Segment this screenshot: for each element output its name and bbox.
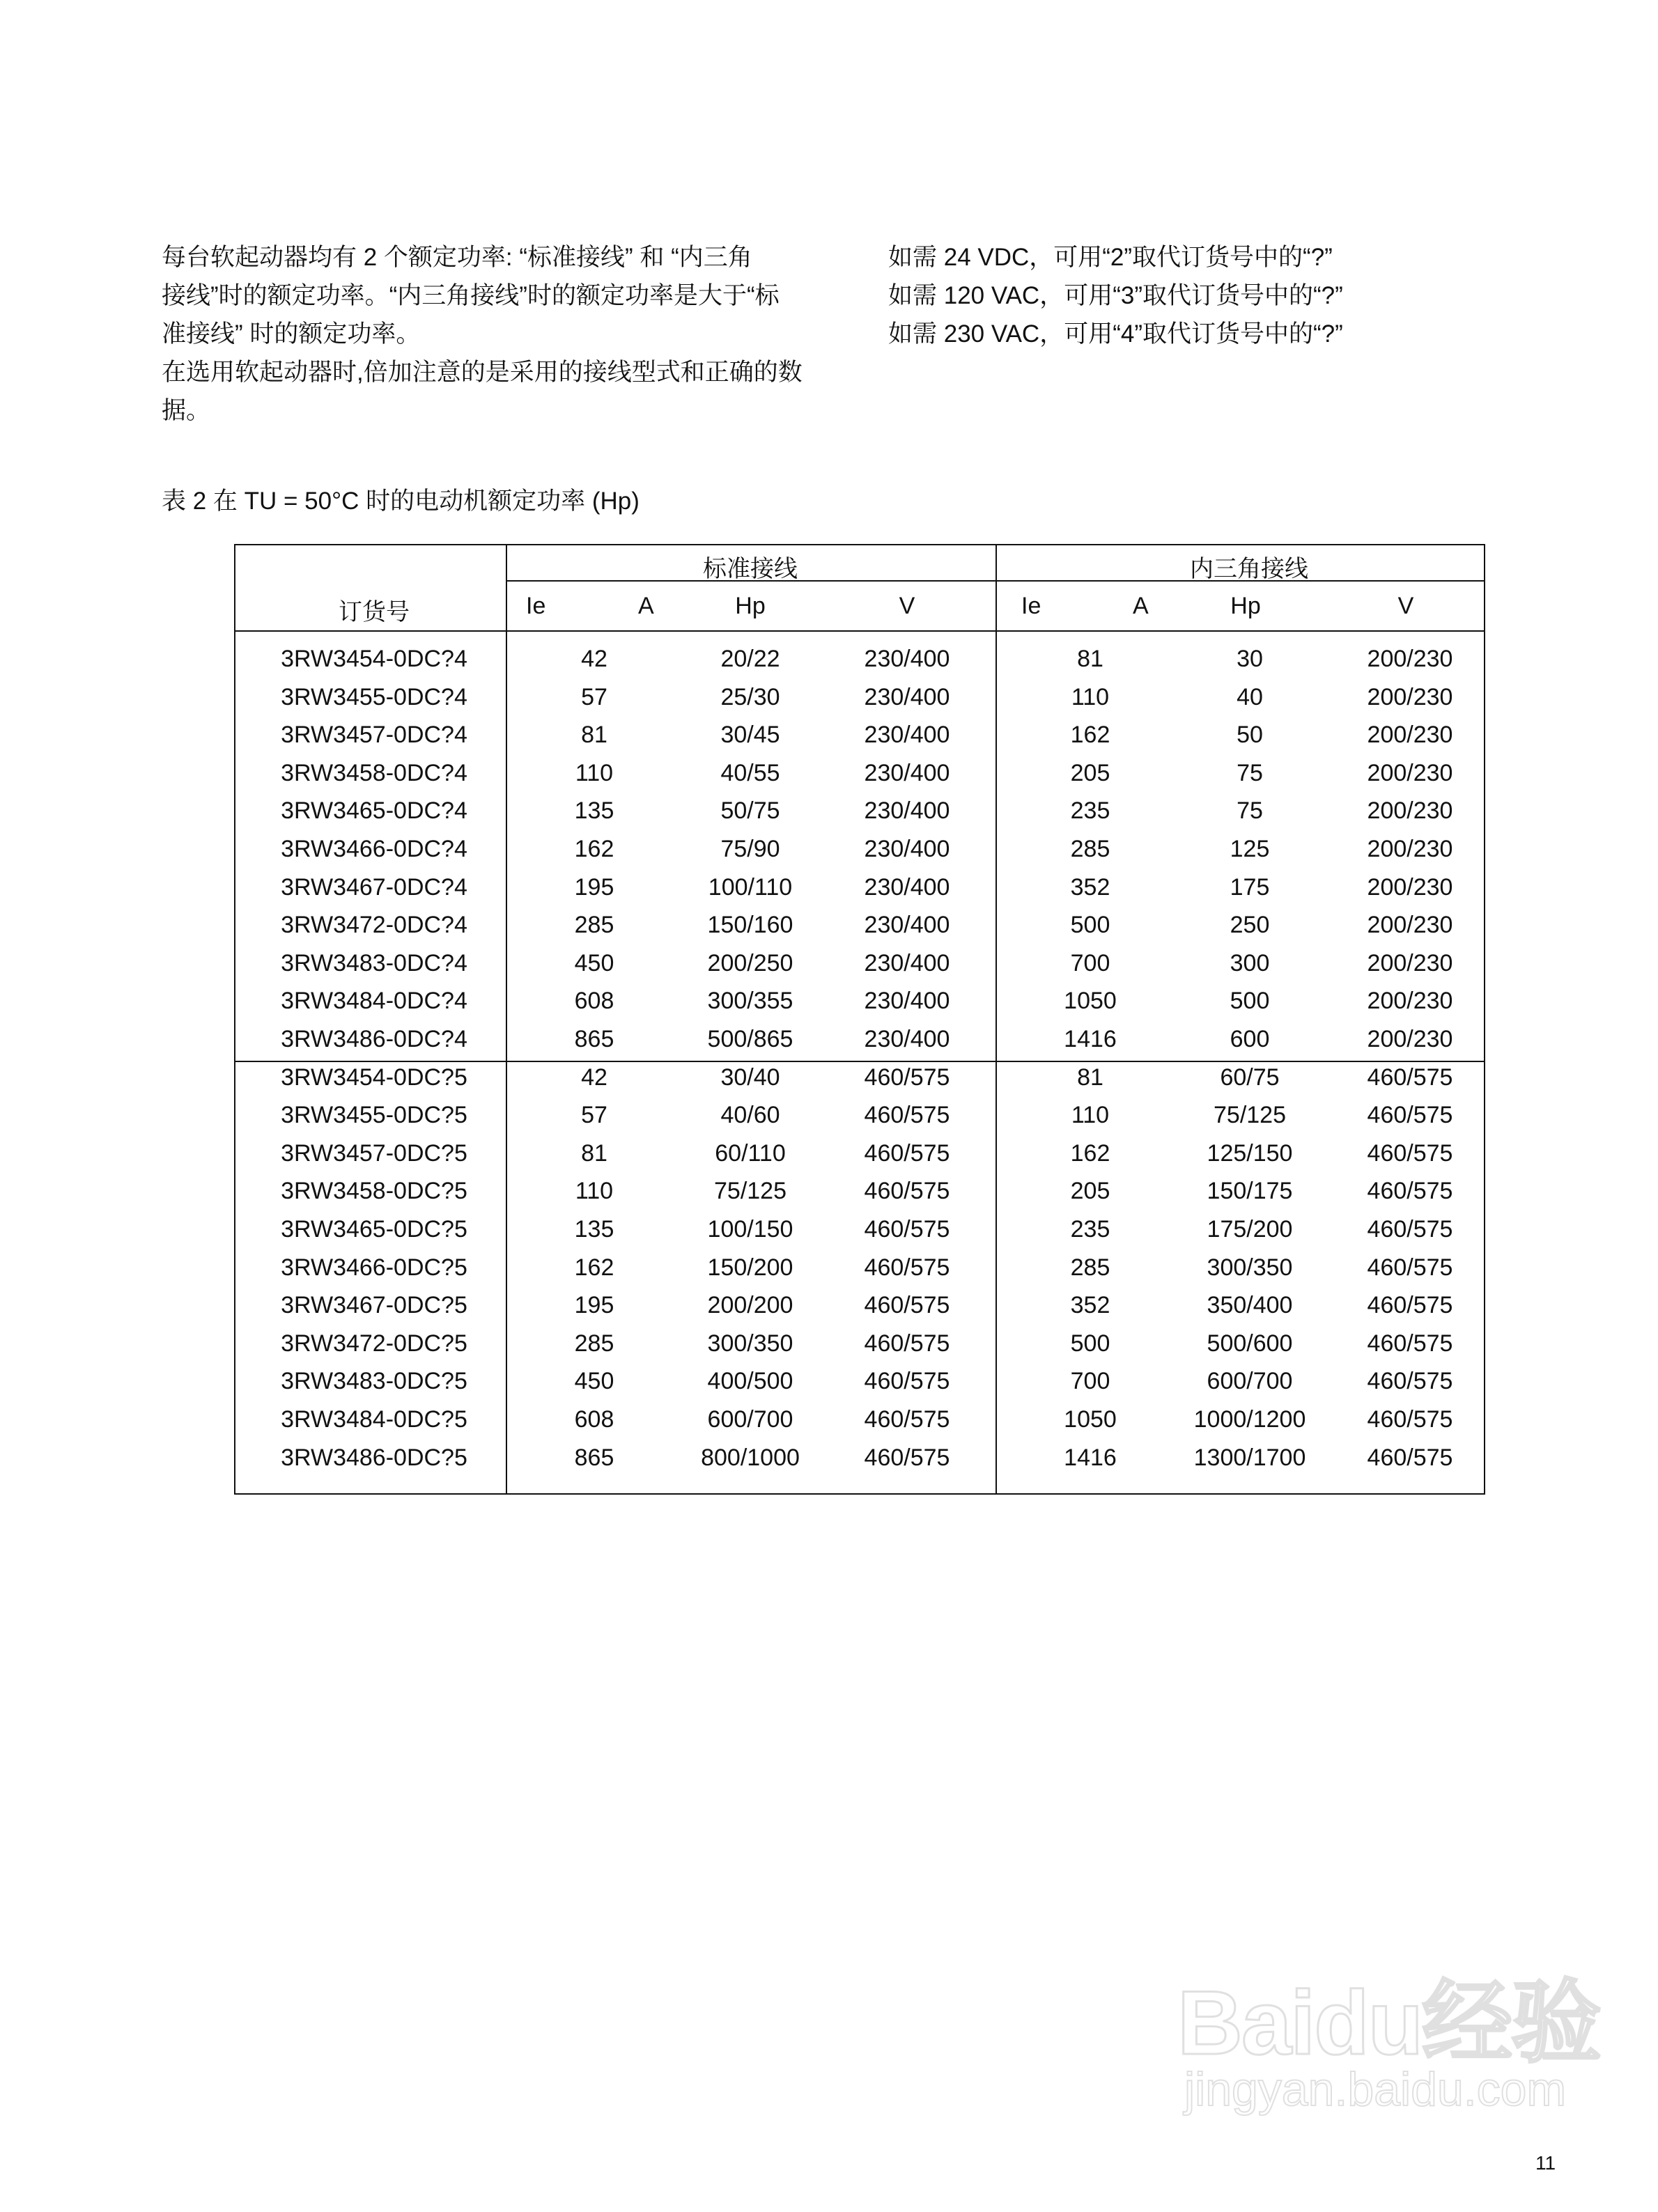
delta-v-cell: 200/230 bbox=[1367, 949, 1453, 976]
standard-hp-cell: 30/45 bbox=[720, 722, 780, 749]
standard-ie-cell: 865 bbox=[574, 1444, 614, 1471]
delta-v-cell: 460/575 bbox=[1367, 1254, 1453, 1281]
delta-v-cell: 460/575 bbox=[1367, 1368, 1453, 1395]
table-row bbox=[235, 1439, 1484, 1477]
delta-ie-cell: 81 bbox=[1077, 1064, 1103, 1091]
delta-v-cell: 200/230 bbox=[1367, 873, 1453, 901]
table-row bbox=[235, 1362, 1484, 1401]
delta-v-cell: 460/575 bbox=[1367, 1102, 1453, 1129]
delta-ie-cell: 352 bbox=[1070, 873, 1110, 901]
standard-hp-cell: 40/55 bbox=[720, 759, 780, 786]
delta-v-cell: 200/230 bbox=[1367, 646, 1453, 672]
table-row bbox=[235, 1096, 1484, 1135]
text-line: 如需 230 VAC，可用“4”取代订货号中的“?” bbox=[888, 320, 1343, 348]
standard-v-cell: 460/575 bbox=[864, 1292, 950, 1319]
delta-ie-cell: 1050 bbox=[1064, 1406, 1117, 1433]
standard-v-cell: 460/575 bbox=[864, 1216, 950, 1243]
delta-hp-cell: 50 bbox=[1237, 722, 1263, 749]
order-number-cell: 3RW3457-0DC?4 bbox=[281, 722, 467, 749]
standard-v-cell: 460/575 bbox=[864, 1254, 950, 1281]
standard-hp-cell: 30/40 bbox=[720, 1064, 780, 1091]
ie-header: Ie bbox=[1021, 593, 1041, 619]
table-row bbox=[235, 982, 1484, 1020]
standard-v-cell: 460/575 bbox=[864, 1444, 950, 1471]
text-line: 每台软起动器均有 2 个额定功率: “标准接线” 和 “内三角 bbox=[162, 244, 752, 271]
a-header: A bbox=[638, 593, 654, 619]
order-number-cell: 3RW3486-0DC?5 bbox=[281, 1444, 467, 1471]
delta-ie-cell: 700 bbox=[1070, 1368, 1110, 1395]
standard-v-cell: 230/400 bbox=[864, 722, 950, 749]
standard-v-cell: 460/575 bbox=[864, 1139, 950, 1167]
order-number-cell: 3RW3454-0DC?4 bbox=[281, 646, 467, 672]
delta-v-cell: 460/575 bbox=[1367, 1330, 1453, 1357]
standard-ie-cell: 195 bbox=[574, 873, 614, 901]
standard-hp-cell: 800/1000 bbox=[701, 1444, 800, 1471]
a-header: A bbox=[1133, 593, 1149, 619]
delta-hp-cell: 1000/1200 bbox=[1193, 1406, 1306, 1433]
standard-hp-cell: 200/250 bbox=[707, 949, 793, 976]
delta-v-cell: 200/230 bbox=[1367, 759, 1453, 786]
table-row bbox=[235, 1325, 1484, 1363]
standard-v-cell: 230/400 bbox=[864, 912, 950, 939]
text-line: 据。 bbox=[162, 397, 211, 424]
delta-hp-cell: 175/200 bbox=[1207, 1216, 1293, 1243]
delta-ie-cell: 235 bbox=[1070, 797, 1110, 825]
table-row bbox=[235, 1172, 1484, 1210]
order-number-cell: 3RW3465-0DC?5 bbox=[281, 1216, 467, 1243]
delta-ie-cell: 1416 bbox=[1064, 1444, 1117, 1471]
order-number-cell: 3RW3458-0DC?5 bbox=[281, 1178, 467, 1205]
order-number-cell: 3RW3466-0DC?5 bbox=[281, 1254, 467, 1281]
standard-ie-cell: 110 bbox=[575, 759, 614, 786]
group-header-standard: 标准接线 bbox=[703, 556, 798, 582]
order-number-cell: 3RW3472-0DC?5 bbox=[281, 1330, 467, 1357]
delta-hp-cell: 40 bbox=[1237, 683, 1263, 710]
delta-ie-cell: 205 bbox=[1070, 1178, 1110, 1205]
order-number-cell: 3RW3455-0DC?4 bbox=[281, 683, 467, 710]
watermark-logo-text: Baidu经验 bbox=[1177, 1972, 1601, 2073]
table-row bbox=[235, 944, 1484, 983]
standard-ie-cell: 285 bbox=[574, 1330, 614, 1357]
delta-v-cell: 200/230 bbox=[1367, 683, 1453, 710]
delta-v-cell: 460/575 bbox=[1367, 1139, 1453, 1167]
delta-hp-cell: 600 bbox=[1230, 1026, 1270, 1052]
delta-hp-cell: 125/150 bbox=[1207, 1139, 1293, 1167]
text-line: 准接线” 时的额定功率。 bbox=[162, 320, 421, 348]
standard-hp-cell: 600/700 bbox=[707, 1406, 793, 1433]
standard-v-cell: 460/575 bbox=[864, 1178, 950, 1205]
standard-hp-cell: 300/350 bbox=[707, 1330, 793, 1357]
delta-ie-cell: 235 bbox=[1070, 1216, 1110, 1243]
delta-ie-cell: 352 bbox=[1070, 1292, 1110, 1319]
standard-ie-cell: 135 bbox=[574, 797, 614, 825]
order-number-cell: 3RW3458-0DC?4 bbox=[281, 759, 467, 786]
delta-hp-cell: 75 bbox=[1237, 797, 1263, 825]
standard-v-cell: 230/400 bbox=[864, 683, 950, 710]
standard-hp-cell: 20/22 bbox=[720, 646, 780, 672]
table-row bbox=[235, 830, 1484, 869]
delta-ie-cell: 1050 bbox=[1064, 988, 1117, 1015]
standard-hp-cell: 60/110 bbox=[715, 1139, 786, 1167]
order-number-cell: 3RW3467-0DC?5 bbox=[281, 1292, 467, 1319]
standard-hp-cell: 200/200 bbox=[707, 1292, 793, 1319]
motor-rating-table bbox=[234, 544, 1485, 1495]
delta-v-cell: 200/230 bbox=[1367, 797, 1453, 825]
delta-hp-cell: 250 bbox=[1230, 912, 1270, 939]
text-line: 如需 120 VAC，可用“3”取代订货号中的“?” bbox=[888, 282, 1343, 309]
delta-ie-cell: 162 bbox=[1070, 722, 1110, 749]
standard-hp-cell: 150/200 bbox=[707, 1254, 793, 1281]
text-line: 接线”时的额定功率。“内三角接线”时的额定功率是大于“标 bbox=[162, 282, 780, 309]
table-row bbox=[235, 716, 1484, 754]
intro-paragraph-left bbox=[162, 238, 834, 430]
delta-v-cell: 460/575 bbox=[1367, 1178, 1453, 1205]
hp-header: Hp bbox=[1230, 593, 1261, 619]
intro-paragraph-right bbox=[888, 238, 1515, 353]
table-caption: 表 2 在 TU = 50°C 时的电动机额定功率 (Hp) bbox=[162, 488, 640, 515]
standard-hp-cell: 400/500 bbox=[707, 1368, 793, 1395]
table-row bbox=[235, 678, 1484, 717]
watermark-url: jingyan.baidu.com bbox=[1184, 2063, 1567, 2116]
delta-hp-cell: 500/600 bbox=[1207, 1330, 1293, 1357]
standard-v-cell: 230/400 bbox=[864, 759, 950, 786]
delta-v-cell: 460/575 bbox=[1367, 1064, 1453, 1091]
standard-v-cell: 230/400 bbox=[864, 836, 950, 862]
order-number-cell: 3RW3472-0DC?4 bbox=[281, 912, 467, 939]
standard-ie-cell: 195 bbox=[574, 1292, 614, 1319]
order-number-cell: 3RW3483-0DC?4 bbox=[281, 949, 467, 976]
delta-ie-cell: 700 bbox=[1070, 949, 1110, 976]
standard-hp-cell: 100/110 bbox=[708, 873, 793, 901]
delta-v-cell: 200/230 bbox=[1367, 988, 1453, 1015]
baidu-watermark-logo bbox=[1177, 1922, 1601, 2131]
delta-ie-cell: 110 bbox=[1071, 1102, 1110, 1129]
standard-ie-cell: 162 bbox=[574, 836, 614, 862]
table-row bbox=[235, 1286, 1484, 1325]
standard-hp-cell: 500/865 bbox=[707, 1026, 793, 1052]
standard-hp-cell: 300/355 bbox=[707, 988, 793, 1015]
standard-hp-cell: 150/160 bbox=[707, 912, 793, 939]
delta-v-cell: 460/575 bbox=[1367, 1292, 1453, 1319]
standard-ie-cell: 285 bbox=[574, 912, 614, 939]
order-number-cell: 3RW3467-0DC?4 bbox=[281, 873, 467, 901]
delta-hp-cell: 500 bbox=[1230, 988, 1270, 1015]
table-row bbox=[235, 754, 1484, 793]
standard-ie-cell: 110 bbox=[575, 1178, 614, 1205]
delta-v-cell: 460/575 bbox=[1367, 1216, 1453, 1243]
delta-hp-cell: 75 bbox=[1237, 759, 1263, 786]
text-line: 在选用软起动器时,倍加注意的是采用的接线型式和正确的数 bbox=[162, 359, 803, 386]
standard-hp-cell: 50/75 bbox=[720, 797, 780, 825]
standard-v-cell: 230/400 bbox=[864, 1026, 950, 1052]
order-number-cell: 3RW3484-0DC?4 bbox=[281, 988, 467, 1015]
delta-v-cell: 200/230 bbox=[1367, 722, 1453, 749]
standard-v-cell: 230/400 bbox=[864, 646, 950, 672]
delta-ie-cell: 110 bbox=[1071, 683, 1110, 710]
ie-header: Ie bbox=[526, 593, 546, 619]
standard-ie-cell: 608 bbox=[574, 1406, 614, 1433]
standard-hp-cell: 75/125 bbox=[714, 1178, 787, 1205]
delta-hp-cell: 300/350 bbox=[1207, 1254, 1293, 1281]
order-number-cell: 3RW3454-0DC?5 bbox=[281, 1064, 467, 1091]
order-number-cell: 3RW3483-0DC?5 bbox=[281, 1368, 467, 1395]
v-header: V bbox=[899, 593, 915, 619]
delta-v-cell: 200/230 bbox=[1367, 836, 1453, 862]
standard-ie-cell: 450 bbox=[574, 949, 614, 976]
text-line: 如需 24 VDC，可用“2”取代订货号中的“?” bbox=[888, 244, 1333, 271]
order-number-header: 订货号 bbox=[339, 599, 410, 625]
table-row bbox=[235, 869, 1484, 907]
standard-ie-cell: 57 bbox=[581, 683, 607, 710]
standard-hp-cell: 40/60 bbox=[720, 1102, 780, 1129]
delta-ie-cell: 285 bbox=[1070, 1254, 1110, 1281]
delta-hp-cell: 600/700 bbox=[1207, 1368, 1293, 1395]
standard-ie-cell: 81 bbox=[581, 1139, 607, 1167]
delta-hp-cell: 150/175 bbox=[1207, 1178, 1293, 1205]
standard-ie-cell: 57 bbox=[581, 1102, 607, 1129]
order-number-cell: 3RW3455-0DC?5 bbox=[281, 1102, 467, 1129]
row-divider bbox=[506, 580, 1484, 582]
standard-v-cell: 230/400 bbox=[864, 873, 950, 901]
table-row bbox=[235, 906, 1484, 944]
delta-v-cell: 200/230 bbox=[1367, 912, 1453, 939]
standard-ie-cell: 450 bbox=[574, 1368, 614, 1395]
delta-ie-cell: 162 bbox=[1070, 1139, 1110, 1167]
standard-v-cell: 230/400 bbox=[864, 988, 950, 1015]
delta-v-cell: 460/575 bbox=[1367, 1406, 1453, 1433]
order-number-cell: 3RW3465-0DC?4 bbox=[281, 797, 467, 825]
delta-hp-cell: 1300/1700 bbox=[1193, 1444, 1306, 1471]
standard-v-cell: 460/575 bbox=[864, 1330, 950, 1357]
standard-v-cell: 460/575 bbox=[864, 1102, 950, 1129]
order-number-cell: 3RW3484-0DC?5 bbox=[281, 1406, 467, 1433]
standard-ie-cell: 865 bbox=[574, 1026, 614, 1052]
table-row bbox=[235, 1401, 1484, 1439]
order-number-cell: 3RW3486-0DC?4 bbox=[281, 1026, 467, 1052]
page-number: 11 bbox=[1535, 2152, 1556, 2174]
table-row bbox=[235, 640, 1484, 678]
standard-ie-cell: 81 bbox=[581, 722, 607, 749]
delta-hp-cell: 350/400 bbox=[1207, 1292, 1293, 1319]
delta-v-cell: 200/230 bbox=[1367, 1026, 1453, 1052]
table-row bbox=[235, 1135, 1484, 1173]
delta-ie-cell: 500 bbox=[1070, 912, 1110, 939]
delta-ie-cell: 81 bbox=[1077, 646, 1103, 672]
row-divider bbox=[235, 630, 1484, 632]
delta-hp-cell: 300 bbox=[1230, 949, 1270, 976]
delta-hp-cell: 75/125 bbox=[1214, 1102, 1286, 1129]
delta-ie-cell: 1416 bbox=[1064, 1026, 1117, 1052]
delta-hp-cell: 30 bbox=[1237, 646, 1263, 672]
delta-ie-cell: 285 bbox=[1070, 836, 1110, 862]
table-row bbox=[235, 1059, 1484, 1097]
standard-ie-cell: 42 bbox=[581, 646, 607, 672]
delta-ie-cell: 205 bbox=[1070, 759, 1110, 786]
order-number-cell: 3RW3466-0DC?4 bbox=[281, 836, 467, 862]
delta-hp-cell: 175 bbox=[1230, 873, 1270, 901]
table-row bbox=[235, 1249, 1484, 1287]
standard-hp-cell: 100/150 bbox=[707, 1216, 793, 1243]
standard-v-cell: 460/575 bbox=[864, 1406, 950, 1433]
standard-hp-cell: 75/90 bbox=[720, 836, 780, 862]
table-row bbox=[235, 792, 1484, 830]
standard-v-cell: 230/400 bbox=[864, 797, 950, 825]
group-header-delta: 内三角接线 bbox=[1190, 556, 1308, 582]
table-row bbox=[235, 1020, 1484, 1059]
table-row bbox=[235, 1210, 1484, 1249]
delta-ie-cell: 500 bbox=[1070, 1330, 1110, 1357]
order-number-cell: 3RW3457-0DC?5 bbox=[281, 1139, 467, 1167]
standard-ie-cell: 162 bbox=[574, 1254, 614, 1281]
standard-v-cell: 460/575 bbox=[864, 1064, 950, 1091]
delta-v-cell: 460/575 bbox=[1367, 1444, 1453, 1471]
standard-ie-cell: 42 bbox=[581, 1064, 607, 1091]
standard-hp-cell: 25/30 bbox=[720, 683, 780, 710]
standard-ie-cell: 608 bbox=[574, 988, 614, 1015]
standard-v-cell: 460/575 bbox=[864, 1368, 950, 1395]
standard-v-cell: 230/400 bbox=[864, 949, 950, 976]
delta-hp-cell: 125 bbox=[1230, 836, 1270, 862]
standard-ie-cell: 135 bbox=[574, 1216, 614, 1243]
hp-header: Hp bbox=[735, 593, 766, 619]
delta-hp-cell: 60/75 bbox=[1220, 1064, 1280, 1091]
v-header: V bbox=[1397, 593, 1414, 619]
